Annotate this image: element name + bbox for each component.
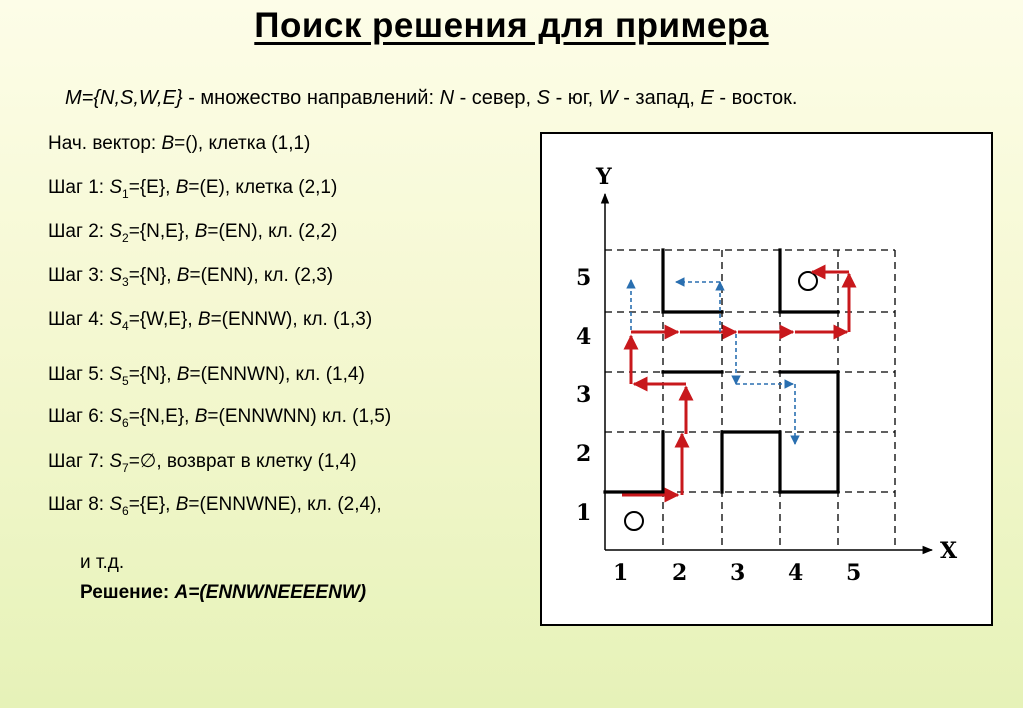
step-initial: Нач. вектор: B=(), клетка (1,1) <box>48 133 311 154</box>
step-2: Шаг 2: $S_2=\{N,E\}$, B=(EN), кл. (2,2) <box>48 221 338 245</box>
step-7: Шаг 7: $S_7=\emptyset$, возврат в клетку (1,4) <box>48 451 357 475</box>
x-tick-1: 1 <box>613 560 629 586</box>
y-tick-4: 4 <box>576 324 592 350</box>
page-title: Поиск решения для примера <box>254 6 769 45</box>
grid-lines <box>605 250 895 550</box>
y-tick-5: 5 <box>576 265 592 291</box>
backtrack-paths <box>631 280 795 444</box>
y-axis-label: Y <box>596 164 612 190</box>
maze-diagram <box>542 134 991 624</box>
start-marker <box>625 512 643 530</box>
step-4: Шаг 4: $S_4=\{W,E\}$, B=(ENNW), кл. (1,3) <box>48 309 373 333</box>
y-tick-1: 1 <box>576 500 592 526</box>
x-tick-2: 2 <box>672 560 688 586</box>
y-tick-3: 3 <box>576 382 592 408</box>
step-5: Шаг 5: $S_5=\{N\}$, B=(ENNWN), кл. (1,4) <box>48 364 365 388</box>
x-tick-5: 5 <box>846 560 862 586</box>
maze-panel <box>540 132 993 626</box>
goal-marker <box>799 272 817 290</box>
step-8: Шаг 8: $S_6=\{E\}$, B=(ENNWNE), кл. (2,4), <box>48 494 382 518</box>
y-tick-2: 2 <box>576 441 592 467</box>
x-tick-4: 4 <box>788 560 804 586</box>
step-6: Шаг 6: $S_6=\{N,E\}$, B=(ENNWNN) кл. (1,5) <box>48 406 392 430</box>
step-3: Шаг 3: $S_3=\{N\}$, B=(ENN), кл. (2,3) <box>48 265 334 289</box>
x-tick-3: 3 <box>730 560 746 586</box>
directions-definition: M={N,S,W,E} - множество направлений: N - север, S - юг, W - запад, E - восток. <box>65 87 798 109</box>
step-1: Шаг 1: $S_1=\{E\}$, B=(E), клетка (2,1) <box>48 177 338 201</box>
x-axis-label: X <box>940 538 958 564</box>
solution: Решение: A=(ENNWNEEEENW) <box>80 582 367 603</box>
etc-text: и т.д. <box>80 552 125 573</box>
